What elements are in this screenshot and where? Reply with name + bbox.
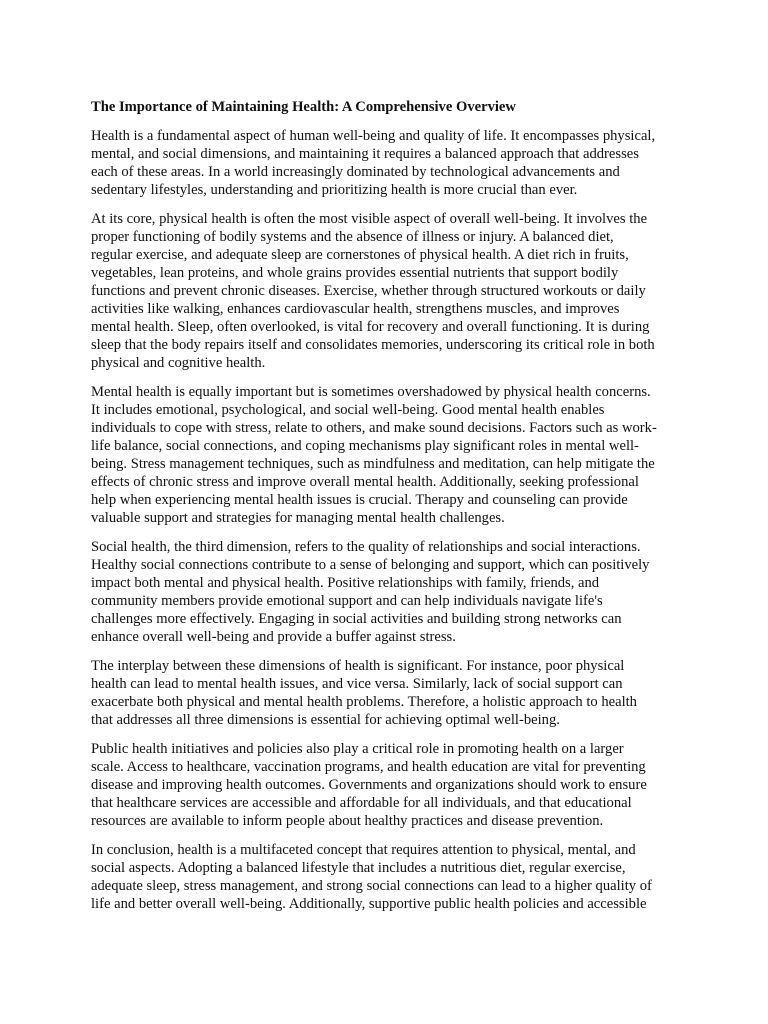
paragraph-line: social aspects. Adopting a balanced lifestyle that includes a nutritious diet, regular exercise, bbox=[91, 860, 626, 876]
paragraph-line: community members provide emotional support and can help individuals navigate life's bbox=[91, 593, 603, 609]
document-title: The Importance of Maintaining Health: A Comprehensive Overview bbox=[91, 99, 516, 115]
paragraph bbox=[91, 841, 677, 913]
paragraph-line: In conclusion, health is a multifaceted concept that requires attention to physical, mental, and bbox=[91, 842, 636, 858]
paragraph-line: enhance overall well-being and provide a buffer against stress. bbox=[91, 629, 456, 645]
paragraph-line: The interplay between these dimensions of health is significant. For instance, poor physical bbox=[91, 658, 625, 674]
paragraph-line: impact both mental and physical health. Positive relationships with family, friends, and bbox=[91, 575, 600, 591]
paragraph-line: Mental health is equally important but is sometimes overshadowed by physical health concerns. bbox=[91, 384, 651, 400]
paragraph-line: It includes emotional, psychological, and social well-being. Good mental health enables bbox=[91, 402, 605, 418]
paragraph-line: disease and improving health outcomes. Governments and organizations should work to ensure bbox=[91, 777, 647, 793]
paragraph-line: Health is a fundamental aspect of human well-being and quality of life. It encompasses physical, bbox=[91, 128, 656, 144]
paragraph-line: exacerbate both physical and mental health problems. Therefore, a holistic approach to health bbox=[91, 694, 637, 710]
paragraph-line: Healthy social connections contribute to a sense of belonging and support, which can positively bbox=[91, 557, 650, 573]
paragraph bbox=[91, 210, 677, 372]
paragraph-line: At its core, physical health is often the most visible aspect of overall well-being. It involves the bbox=[91, 211, 648, 227]
paragraph-line: adequate sleep, stress management, and strong social connections can lead to a higher quality of bbox=[91, 878, 652, 894]
paragraph-line: resources are available to inform people about healthy practices and disease prevention. bbox=[91, 813, 604, 829]
paragraph-line: physical and cognitive health. bbox=[91, 355, 266, 371]
paragraph-line: valuable support and strategies for managing mental health challenges. bbox=[91, 510, 505, 526]
paragraph-line: scale. Access to healthcare, vaccination programs, and health education are vital for preventing bbox=[91, 759, 646, 775]
paragraph-line: mental health. Sleep, often overlooked, is vital for recovery and overall functioning. It is during bbox=[91, 319, 650, 335]
paragraph-line: vegetables, lean proteins, and whole grains provides essential nutrients that support bodily bbox=[91, 265, 619, 281]
paragraph-line: sleep that the body repairs itself and consolidates memories, underscoring its critical role in both bbox=[91, 337, 655, 353]
paragraph bbox=[91, 538, 677, 646]
paragraph-line: challenges more effectively. Engaging in social activities and building strong networks can bbox=[91, 611, 622, 627]
paragraph bbox=[91, 127, 677, 199]
paragraph-line: activities like walking, enhances cardiovascular health, strengthens muscles, and improves bbox=[91, 301, 620, 317]
paragraph-line: each of these areas. In a world increasingly dominated by technological advancements and bbox=[91, 164, 620, 180]
paragraph-line: help when experiencing mental health issues is crucial. Therapy and counseling can provide bbox=[91, 492, 628, 508]
paragraph-line: being. Stress management techniques, such as mindfulness and meditation, can help mitigate the bbox=[91, 456, 655, 472]
paragraph bbox=[91, 740, 677, 830]
paragraph-line: individuals to cope with stress, relate to others, and make sound decisions. Factors such as work- bbox=[91, 420, 657, 436]
paragraph-line: that addresses all three dimensions is essential for achieving optimal well-being. bbox=[91, 712, 560, 728]
paragraph-line: effects of chronic stress and improve overall mental health. Additionally, seeking professional bbox=[91, 474, 639, 490]
paragraph-line: Public health initiatives and policies also play a critical role in promoting health on a larger bbox=[91, 741, 624, 757]
document-body bbox=[91, 127, 677, 913]
paragraph bbox=[91, 383, 677, 527]
paragraph-line: regular exercise, and adequate sleep are cornerstones of physical health. A diet rich in fruits, bbox=[91, 247, 629, 263]
paragraph-line: life and better overall well-being. Additionally, supportive public health policies and accessible bbox=[91, 896, 647, 912]
paragraph-line: health can lead to mental health issues, and vice versa. Similarly, lack of social support can bbox=[91, 676, 623, 692]
paragraph-line: sedentary lifestyles, understanding and prioritizing health is more crucial than ever. bbox=[91, 182, 578, 198]
paragraph-line: mental, and social dimensions, and maintaining it requires a balanced approach that addresses bbox=[91, 146, 639, 162]
paragraph-line: that healthcare services are accessible and affordable for all individuals, and that educational bbox=[91, 795, 632, 811]
paragraph-line: life balance, social connections, and coping mechanisms play significant roles in mental well- bbox=[91, 438, 639, 454]
paragraph bbox=[91, 657, 677, 729]
paragraph-line: Social health, the third dimension, refers to the quality of relationships and social interactions. bbox=[91, 539, 641, 555]
document-page bbox=[91, 98, 677, 924]
paragraph-line: proper functioning of bodily systems and the absence of illness or injury. A balanced diet, bbox=[91, 229, 614, 245]
paragraph-line: functions and prevent chronic diseases. Exercise, whether through structured workouts or daily bbox=[91, 283, 646, 299]
